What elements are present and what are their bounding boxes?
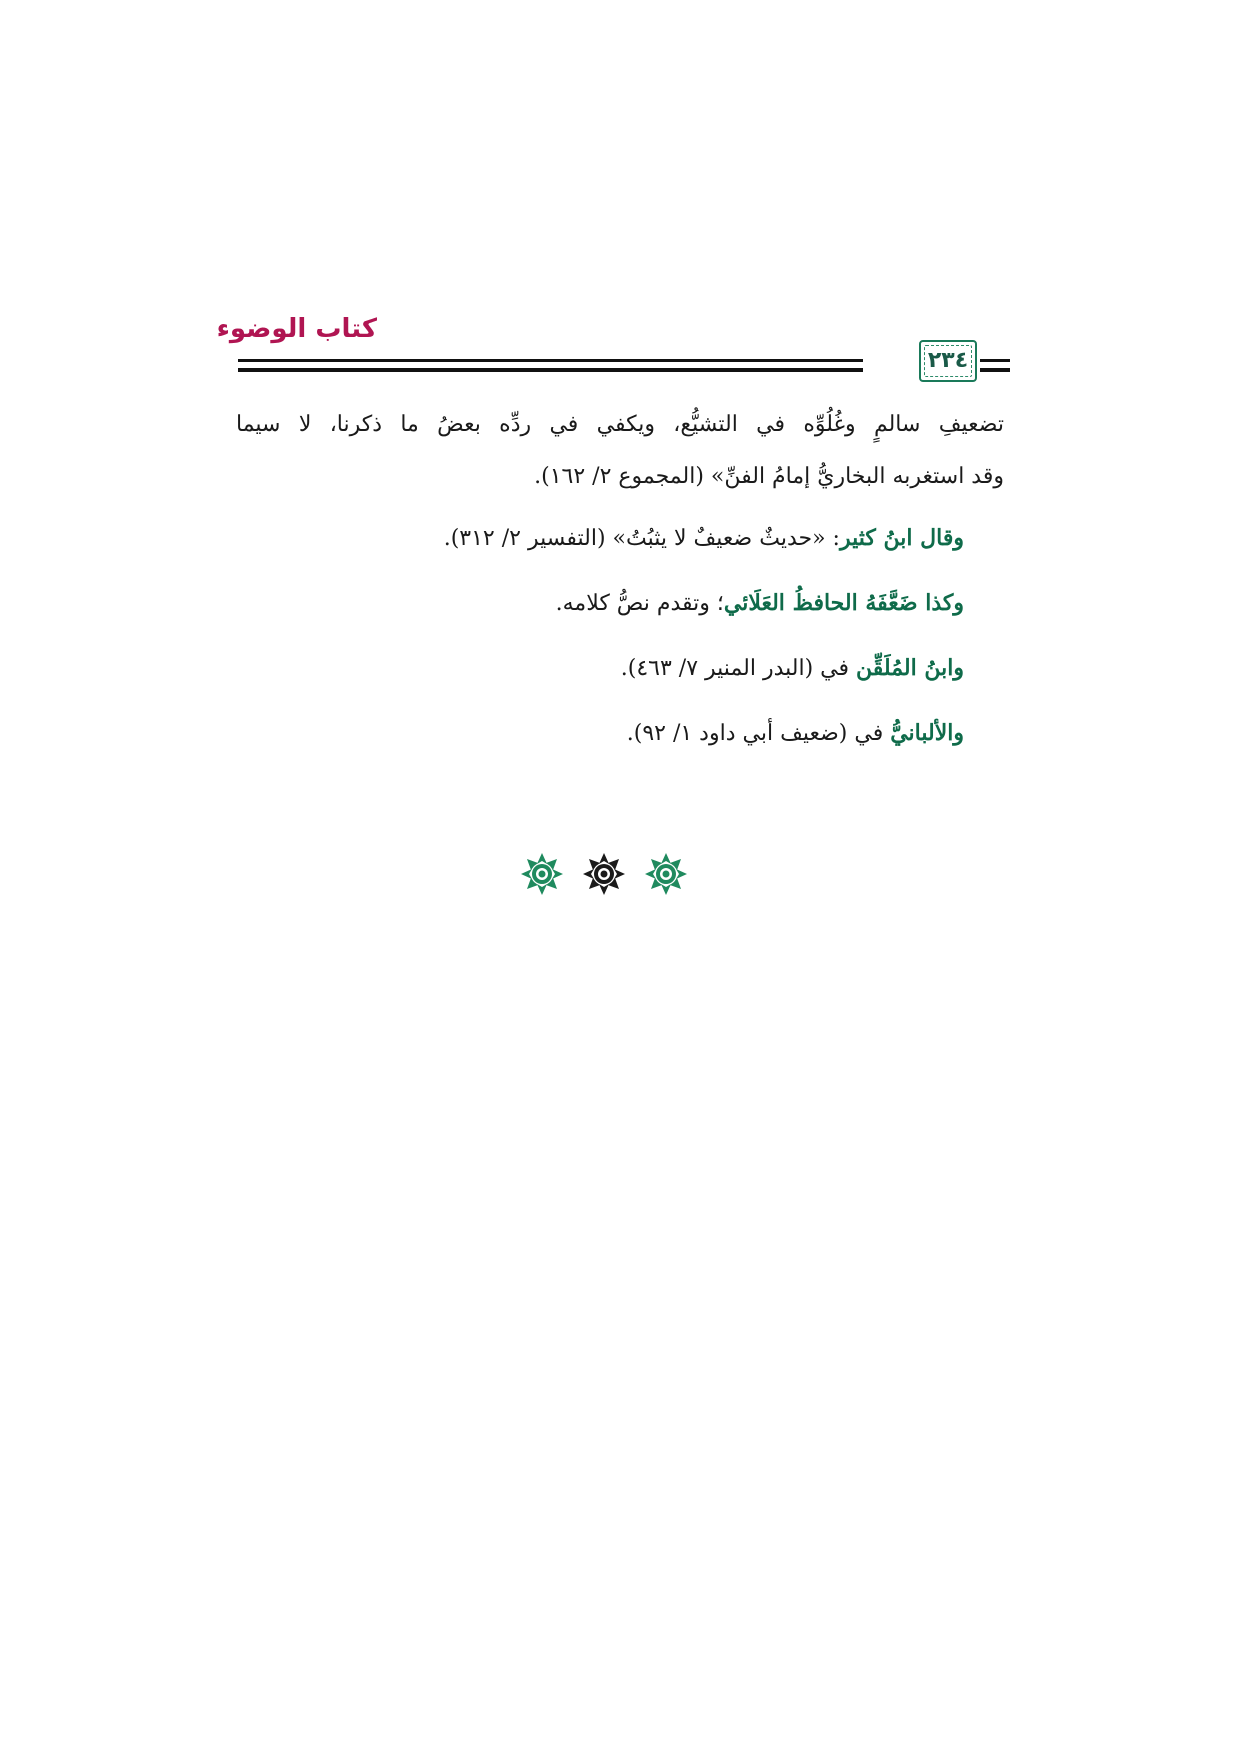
text-line: [627, 722, 964, 745]
text-line: وقد استغربه البخاريُّ إمامُ الفنِّ» (المجموع ٢/ ١٦٢).: [534, 464, 1004, 489]
citation-text: في (البدر المنير ٧/ ٤٦٣).: [620, 656, 857, 681]
header-rule-line: [980, 359, 1010, 362]
text-line: [556, 592, 964, 615]
citation-text: : «حديثٌ ضعيفٌ لا يثبُتُ» (التفسير ٢/ ٣١٢).: [443, 526, 840, 551]
header-rule-line: [238, 368, 863, 372]
header-rule-line: [238, 359, 863, 362]
page-number-frame: [919, 340, 977, 382]
header-rule: [238, 352, 1010, 384]
text-line: تضعيفِ سالمٍ وغُلُوِّه في التشيُّع، ويكفي في ردِّه بعضُ ما ذكرنا، لا سيما: [236, 412, 1004, 437]
flower-ornament-icon: [582, 852, 626, 896]
chapter-title: كتاب الوضوء: [216, 314, 377, 344]
section-end-ornaments: [520, 852, 690, 896]
header-rule-line: [980, 368, 1010, 372]
citation-text: ؛ وتقدم نصُّ كلامه.: [555, 591, 724, 616]
citation-text: في (ضعيف أبي داود ١/ ٩٢).: [626, 721, 891, 746]
page-number: ٢٣٤: [927, 348, 969, 373]
flower-ornament-icon: [644, 852, 688, 896]
highlighted-name: وكذا ضَعَّفَهُ الحافظُ العَلَائي: [723, 590, 964, 616]
highlighted-name: والألبانيُّ: [890, 720, 964, 746]
text-line: [444, 527, 964, 550]
flower-ornament-icon: [520, 852, 564, 896]
highlighted-name: وابنُ المُلَقِّن: [856, 655, 964, 681]
text-line: [621, 657, 964, 680]
highlighted-name: وقال ابنُ كثير: [839, 525, 964, 551]
